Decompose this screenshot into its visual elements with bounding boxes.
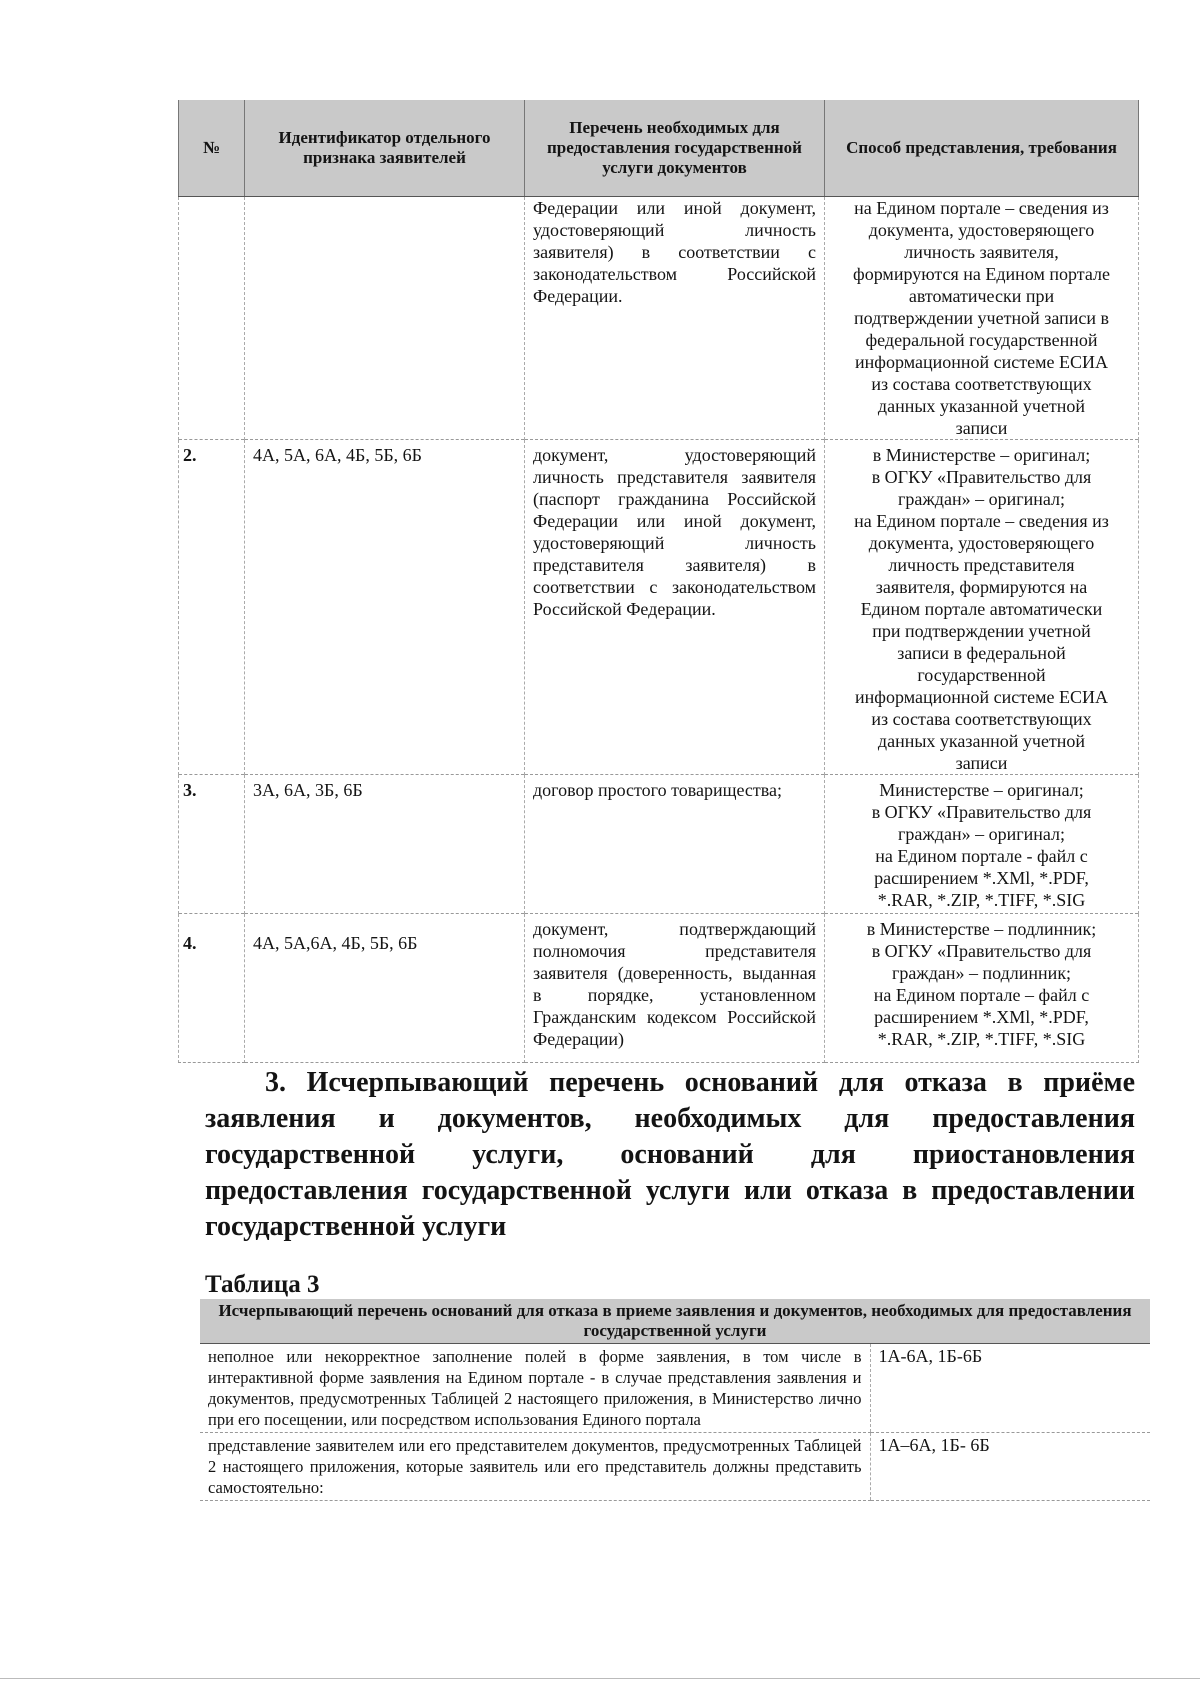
page-bottom-rule	[0, 1678, 1200, 1679]
method-line: в Министерстве – подлинник;	[866, 919, 1097, 939]
method-line: из состава соответствующих	[871, 709, 1092, 729]
table-row	[179, 197, 1139, 440]
method-line: документа, удостоверяющего	[868, 533, 1095, 553]
method-line: записи	[955, 418, 1008, 438]
row-method	[825, 775, 1139, 914]
refusal-reason: представление заявителем или его представителем документов, предусмотренных Таблицей 2 настоящего приложения, которые заявитель или его представитель должны представить самостоятельно:	[200, 1433, 870, 1501]
method-line: *.RAR, *.ZIP, *.TIFF, *.SIG	[877, 1029, 1086, 1049]
table-row	[200, 1344, 1150, 1433]
row-document: документ, удостоверяющий личность представителя заявителя (паспорт гражданина Российской Федерации или иной документ, удостоверяющий личность представителя заявителя) в соответствии с законодательством Российской Федерации.	[525, 440, 825, 775]
table-row	[179, 775, 1139, 914]
row-method	[825, 914, 1139, 1063]
row-method	[825, 440, 1139, 775]
method-line: расширением *.XMl, *.PDF,	[874, 868, 1089, 888]
row-applicant-ids: 4А, 5А,6А, 4Б, 5Б, 6Б	[245, 914, 525, 1063]
refusal-grounds-header: Исчерпывающий перечень оснований для отказа в приеме заявления и документов, необходимых для предоставления государственной услуги	[200, 1299, 1150, 1344]
section-heading: 3. Исчерпывающий перечень оснований для отказа в приёме заявления и документов, необходимых для предоставления государственной услуги, оснований для приостановления предоставления государственной услуги или отказа в предоставлении государственной услуги	[205, 1067, 1135, 1242]
method-line: федеральной государственной	[865, 330, 1098, 350]
row-number: 3.	[179, 775, 245, 914]
method-line: заявителя, формируются на	[875, 577, 1088, 597]
method-line: государственной	[917, 665, 1046, 685]
method-line: при подтверждении учетной	[872, 621, 1091, 641]
method-line: записи в федеральной	[897, 643, 1066, 663]
method-line: в ОГКУ «Правительство для	[871, 802, 1092, 822]
method-line: записи	[955, 753, 1008, 773]
method-line: документа, удостоверяющего	[868, 220, 1095, 240]
refusal-grounds-table	[200, 1299, 1150, 1501]
method-line: граждан» – оригинал;	[897, 489, 1065, 509]
applicant-codes: 1А–6А, 1Б- 6Б	[870, 1433, 1150, 1501]
method-line: Едином портале автоматически	[860, 599, 1103, 619]
method-line: личность заявителя,	[904, 242, 1059, 262]
method-line: из состава соответствующих	[871, 374, 1092, 394]
method-line: информационной системе ЕСИА	[855, 687, 1108, 707]
method-line: Министерстве – оригинал;	[879, 780, 1084, 800]
method-line: формируются на Едином портале	[853, 264, 1110, 284]
row-document: Федерации или иной документ, удостоверяющий личность заявителя) в соответствии с законодательством Российской Федерации.	[525, 197, 825, 440]
row-applicant-ids	[245, 197, 525, 440]
row-number: 2.	[179, 440, 245, 775]
method-line: в ОГКУ «Правительство для	[871, 941, 1092, 961]
method-line: данных указанной учетной	[877, 396, 1086, 416]
method-line: информационной системе ЕСИА	[855, 352, 1108, 372]
method-line: на Едином портале – сведения из	[854, 198, 1109, 218]
refusal-reason: неполное или некорректное заполнение полей в форме заявления, в том числе в интерактивной форме заявления на Едином портале - в случае представления заявления и документов, предусмотренных Таблицей 2 настоящего приложения, в Министерство лично при его посещении, или посредством использования Единого портала	[200, 1344, 870, 1433]
documents-table	[178, 100, 1139, 1063]
method-line: в Министерстве – оригинал;	[872, 445, 1091, 465]
table-row	[200, 1433, 1150, 1501]
documents-table-header	[179, 100, 1139, 197]
row-applicant-ids: 3А, 6А, 3Б, 6Б	[245, 775, 525, 914]
method-line: граждан» – оригинал;	[897, 824, 1065, 844]
row-number	[179, 197, 245, 440]
table3-caption: Таблица 3	[205, 1271, 320, 1298]
table-row	[179, 440, 1139, 775]
row-document: документ, подтверждающий полномочия представителя заявителя (доверенность, выданная в порядке, установленном Гражданским кодексом Российской Федерации)	[525, 914, 825, 1063]
method-line: подтверждении учетной записи в	[854, 308, 1109, 328]
method-line: автоматически при	[908, 286, 1055, 306]
method-line: расширением *.XMl, *.PDF,	[874, 1007, 1089, 1027]
row-number: 4.	[179, 914, 245, 1063]
method-line: данных указанной учетной	[877, 731, 1086, 751]
method-line: в ОГКУ «Правительство для	[871, 467, 1092, 487]
method-line: на Едином портале - файл с	[875, 846, 1088, 866]
method-line: на Едином портале – сведения из	[854, 511, 1109, 531]
applicant-codes: 1А-6А, 1Б-6Б	[870, 1344, 1150, 1433]
method-line: граждан» – подлинник;	[891, 963, 1072, 983]
table-row	[179, 914, 1139, 1063]
row-method	[825, 197, 1139, 440]
row-document: договор простого товарищества;	[525, 775, 825, 914]
method-line: личность представителя	[888, 555, 1075, 575]
header-method: Способ представления, требования	[825, 100, 1139, 197]
header-documents: Перечень необходимых для предоставления государственной услуги документов	[525, 100, 825, 197]
row-applicant-ids: 4А, 5А, 6А, 4Б, 5Б, 6Б	[245, 440, 525, 775]
header-applicant-id: Идентификатор отдельного признака заявителей	[245, 100, 525, 197]
method-line: *.RAR, *.ZIP, *.TIFF, *.SIG	[877, 890, 1086, 910]
header-number: №	[179, 100, 245, 197]
method-line: на Едином портале – файл с	[873, 985, 1090, 1005]
